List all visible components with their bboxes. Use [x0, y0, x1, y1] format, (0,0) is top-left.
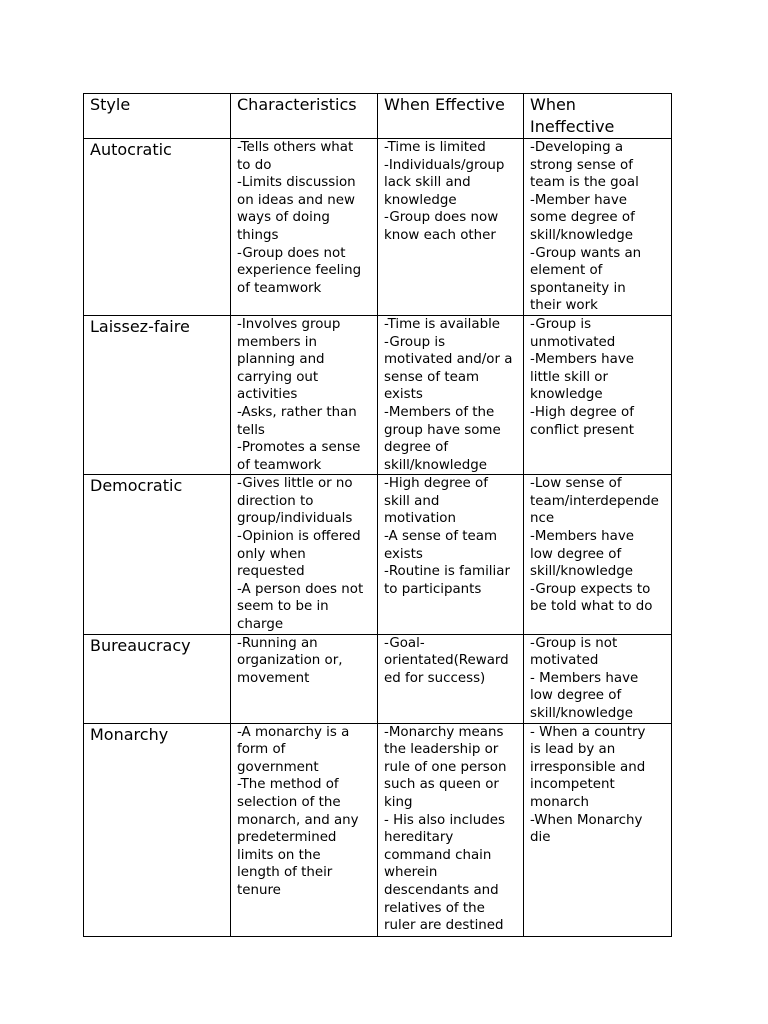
when-ineffective-text: -Developing a strong sense of team is the goal -Member have some degree of skill/knowledge -Group wants an element of spontaneity in their work [530, 140, 642, 314]
style-name-cell [84, 634, 231, 723]
style-name-cell [84, 723, 231, 936]
style-name: Democratic [90, 476, 183, 496]
header-style: Style [84, 94, 231, 139]
style-name-cell [84, 139, 231, 316]
style-name: Laissez-faire [90, 316, 190, 336]
when-effective-text: -High degree of skill and motivation -A sense of team exists -Routine is familiar to participants [384, 476, 510, 597]
characteristics-cell [231, 634, 378, 723]
when-ineffective-cell [524, 475, 672, 634]
style-name-cell [84, 315, 231, 474]
characteristics-text: -A monarchy is a form of government -The method of selection of the monarch, and any predetermined limits on the length of their tenure [237, 724, 359, 898]
header-when-effective: When Effective [378, 94, 524, 139]
style-name: Autocratic [90, 140, 172, 159]
when-ineffective-cell [524, 723, 672, 936]
when-effective-text: -Goal- orientated(Reward ed for success) [384, 635, 509, 686]
when-ineffective-text: - When a country is lead by an irresponsible and incompetent monarch -When Monarchy die [530, 724, 646, 846]
table-header-row [84, 94, 672, 139]
header-when-ineffective: When Ineffective [524, 94, 672, 139]
characteristics-cell [231, 139, 378, 316]
when-effective-cell [378, 723, 524, 936]
when-effective-cell [378, 315, 524, 474]
leadership-styles-table [83, 93, 672, 937]
characteristics-text: -Tells others what to do -Limits discussion on ideas and new ways of doing things -Group does not experience feeling of teamwork [237, 140, 362, 296]
characteristics-text: -Involves group members in planning and carrying out activities -Asks, rather than tells -Promotes a sense of teamwork [237, 316, 361, 473]
header-characteristics: Characteristics [231, 94, 378, 139]
when-ineffective-text: -Group is unmotivated -Members have little skill or knowledge -High degree of conflict present [530, 316, 634, 438]
table-row [84, 475, 672, 634]
when-ineffective-cell [524, 139, 672, 316]
table-row [84, 723, 672, 936]
when-ineffective-text: -Low sense of team/interdepende nce -Members have low degree of skill/knowledge -Group expects to be told what to do [530, 476, 659, 615]
when-ineffective-cell [524, 634, 672, 723]
table-row [84, 634, 672, 723]
when-effective-cell [378, 634, 524, 723]
when-ineffective-text: -Group is not motivated - Members have low degree of skill/knowledge [530, 635, 639, 721]
style-name: Bureaucracy [90, 635, 191, 655]
when-effective-text: -Time is limited -Individuals/group lack skill and knowledge -Group does now know each other [384, 140, 505, 243]
characteristics-cell [231, 315, 378, 474]
when-effective-text: -Monarchy means the leadership or rule of one person such as queen or king - His also includes hereditary command chain wherein descendants and relatives of the ruler are destined [384, 724, 507, 934]
table-row [84, 139, 672, 316]
characteristics-cell [231, 723, 378, 936]
style-name: Monarchy [90, 724, 169, 744]
when-effective-cell [378, 139, 524, 316]
style-name-cell [84, 475, 231, 634]
when-ineffective-cell [524, 315, 672, 474]
characteristics-text: -Gives little or no direction to group/individuals -Opinion is offered only when requested -A person does not seem to be in charge [237, 476, 364, 633]
table-row [84, 315, 672, 474]
when-effective-text: -Time is available -Group is motivated and/or a sense of team exists -Members of the group have some degree of skill/knowledge [384, 316, 513, 473]
characteristics-text: -Running an organization or, movement [237, 635, 343, 686]
characteristics-cell [231, 475, 378, 634]
when-effective-cell [378, 475, 524, 634]
